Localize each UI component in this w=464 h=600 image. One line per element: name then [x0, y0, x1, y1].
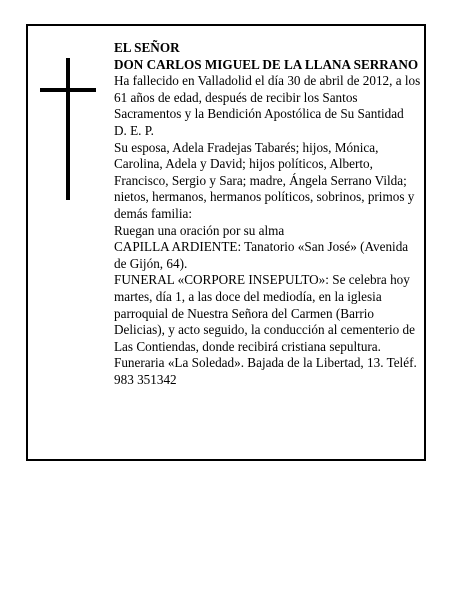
cross-horizontal-bar	[40, 88, 96, 92]
obituary-text	[114, 40, 422, 388]
honorific-heading: EL SEÑOR	[114, 40, 180, 55]
cross-vertical-bar	[66, 58, 70, 200]
funeral-home-info: Funeraria «La Soledad». Bajada de la Libertad, 13. Teléf. 983 351342	[114, 355, 417, 387]
funeral-info: FUNERAL «CORPORE INSEPULTO»: Se celebra hoy martes, día 1, a las doce del mediodía, en la iglesia parroquial de Nuestra Señora del Carmen (Barrio Delicias), y acto seguido, la conducción al cementerio de Las Contiendas, donde recibirá cristiana sepultura.	[114, 272, 415, 354]
chapel-info: CAPILLA ARDIENTE: Tanatorio «San José» (Avenida de Gijón, 64).	[114, 239, 409, 271]
rest-in-peace: D. E. P.	[114, 122, 154, 138]
deceased-name: DON CARLOS MIGUEL DE LA LLANA SERRANO	[114, 56, 419, 72]
obituary-notice	[26, 24, 426, 461]
death-announcement: Ha fallecido en Valladolid el día 30 de abril de 2012, a los 61 años de edad, después de recibir los Santos Sacramentos y la Bendición Apostólica de Su Santidad	[114, 73, 421, 122]
cross-icon	[40, 58, 96, 200]
family-list: Su esposa, Adela Fradejas Tabarés; hijos, Mónica, Carolina, Adela y David; hijos políticos, Alberto, Francisco, Sergio y Sara; madre, Ángela Serrano Vilda; nietos, hermanos, hermanos políticos, sobrinos, primos y demás familia:	[114, 139, 415, 221]
prayer-request: Ruegan una oración por su alma	[114, 222, 285, 238]
